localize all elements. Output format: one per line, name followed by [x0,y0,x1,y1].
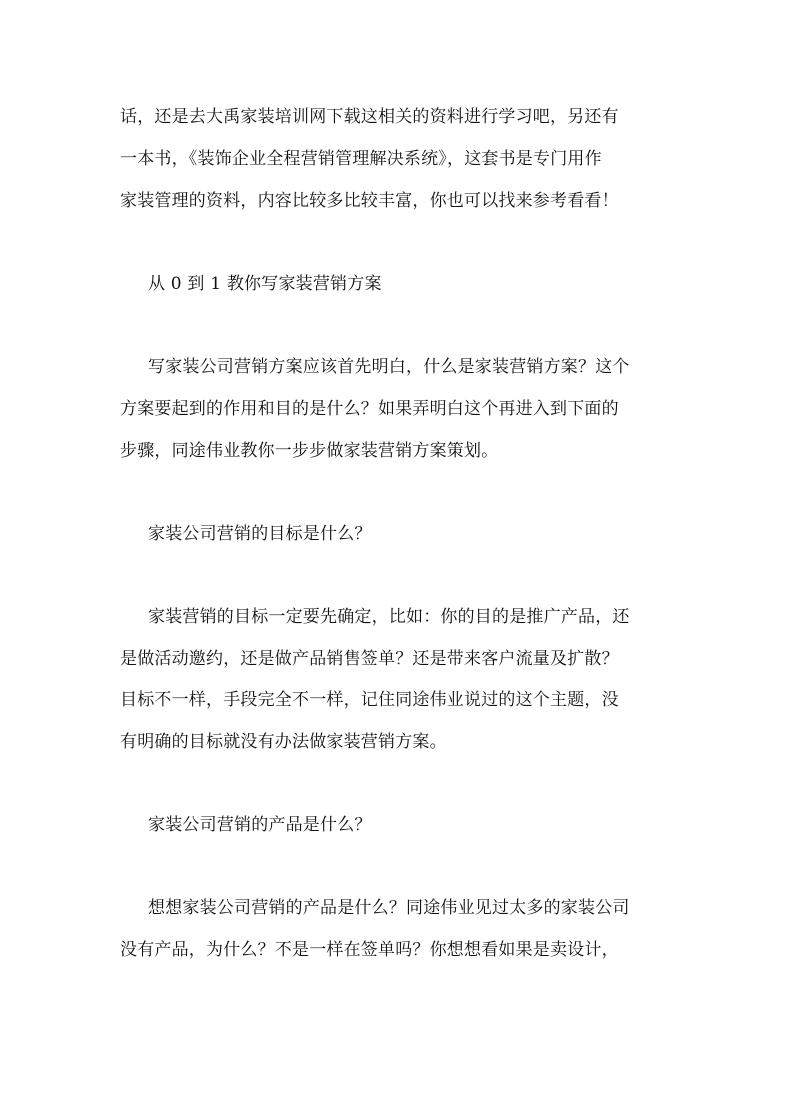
paragraph-2-line-2: 方案要起到的作用和目的是什么？如果弄明白这个再进入到下面的 [120,399,619,419]
section-heading-2: 家装公司营销的目标是什么？ [148,524,372,544]
paragraph-3-line-4: 有明确的目标就没有办法做家装营销方案。 [120,732,447,752]
paragraph-3-line-2: 是做活动邀约，还是做产品销售签单？还是带来客户流量及扩散？ [120,649,619,669]
section-heading-1: 从 0 到 1 教你写家装营销方案 [148,274,382,294]
paragraph-3-line-1: 家装营销的目标一定要先确定，比如：你的目的是推广产品，还 [148,607,630,627]
paragraph-3-line-3: 目标不一样，手段完全不一样，记住同途伟业说过的这个主题，没 [120,690,619,710]
paragraph-1-line-1: 话，还是去大禹家装培训网下载这相关的资料进行学习吧，另还有 [120,107,619,127]
paragraph-1-line-2: 一本书，《装饰企业全程营销管理解决系统》，这套书是专门用作 [120,149,602,169]
paragraph-2-line-3: 步骤，同途伟业教你一步步做家装营销方案策划。 [120,441,499,461]
paragraph-4-line-2: 没有产品，为什么？不是一样在签单吗？你想想看如果是卖设计， [120,940,619,960]
paragraph-4-line-1: 想想家装公司营销的产品是什么？同途伟业见过太多的家装公司 [148,898,630,918]
paragraph-1-line-3: 家装管理的资料，内容比较多比较丰富，你也可以找来参考看看！ [120,191,619,211]
section-heading-3: 家装公司营销的产品是什么？ [148,815,372,835]
paragraph-2-line-1: 写家装公司营销方案应该首先明白，什么是家装营销方案？这个 [148,357,630,377]
